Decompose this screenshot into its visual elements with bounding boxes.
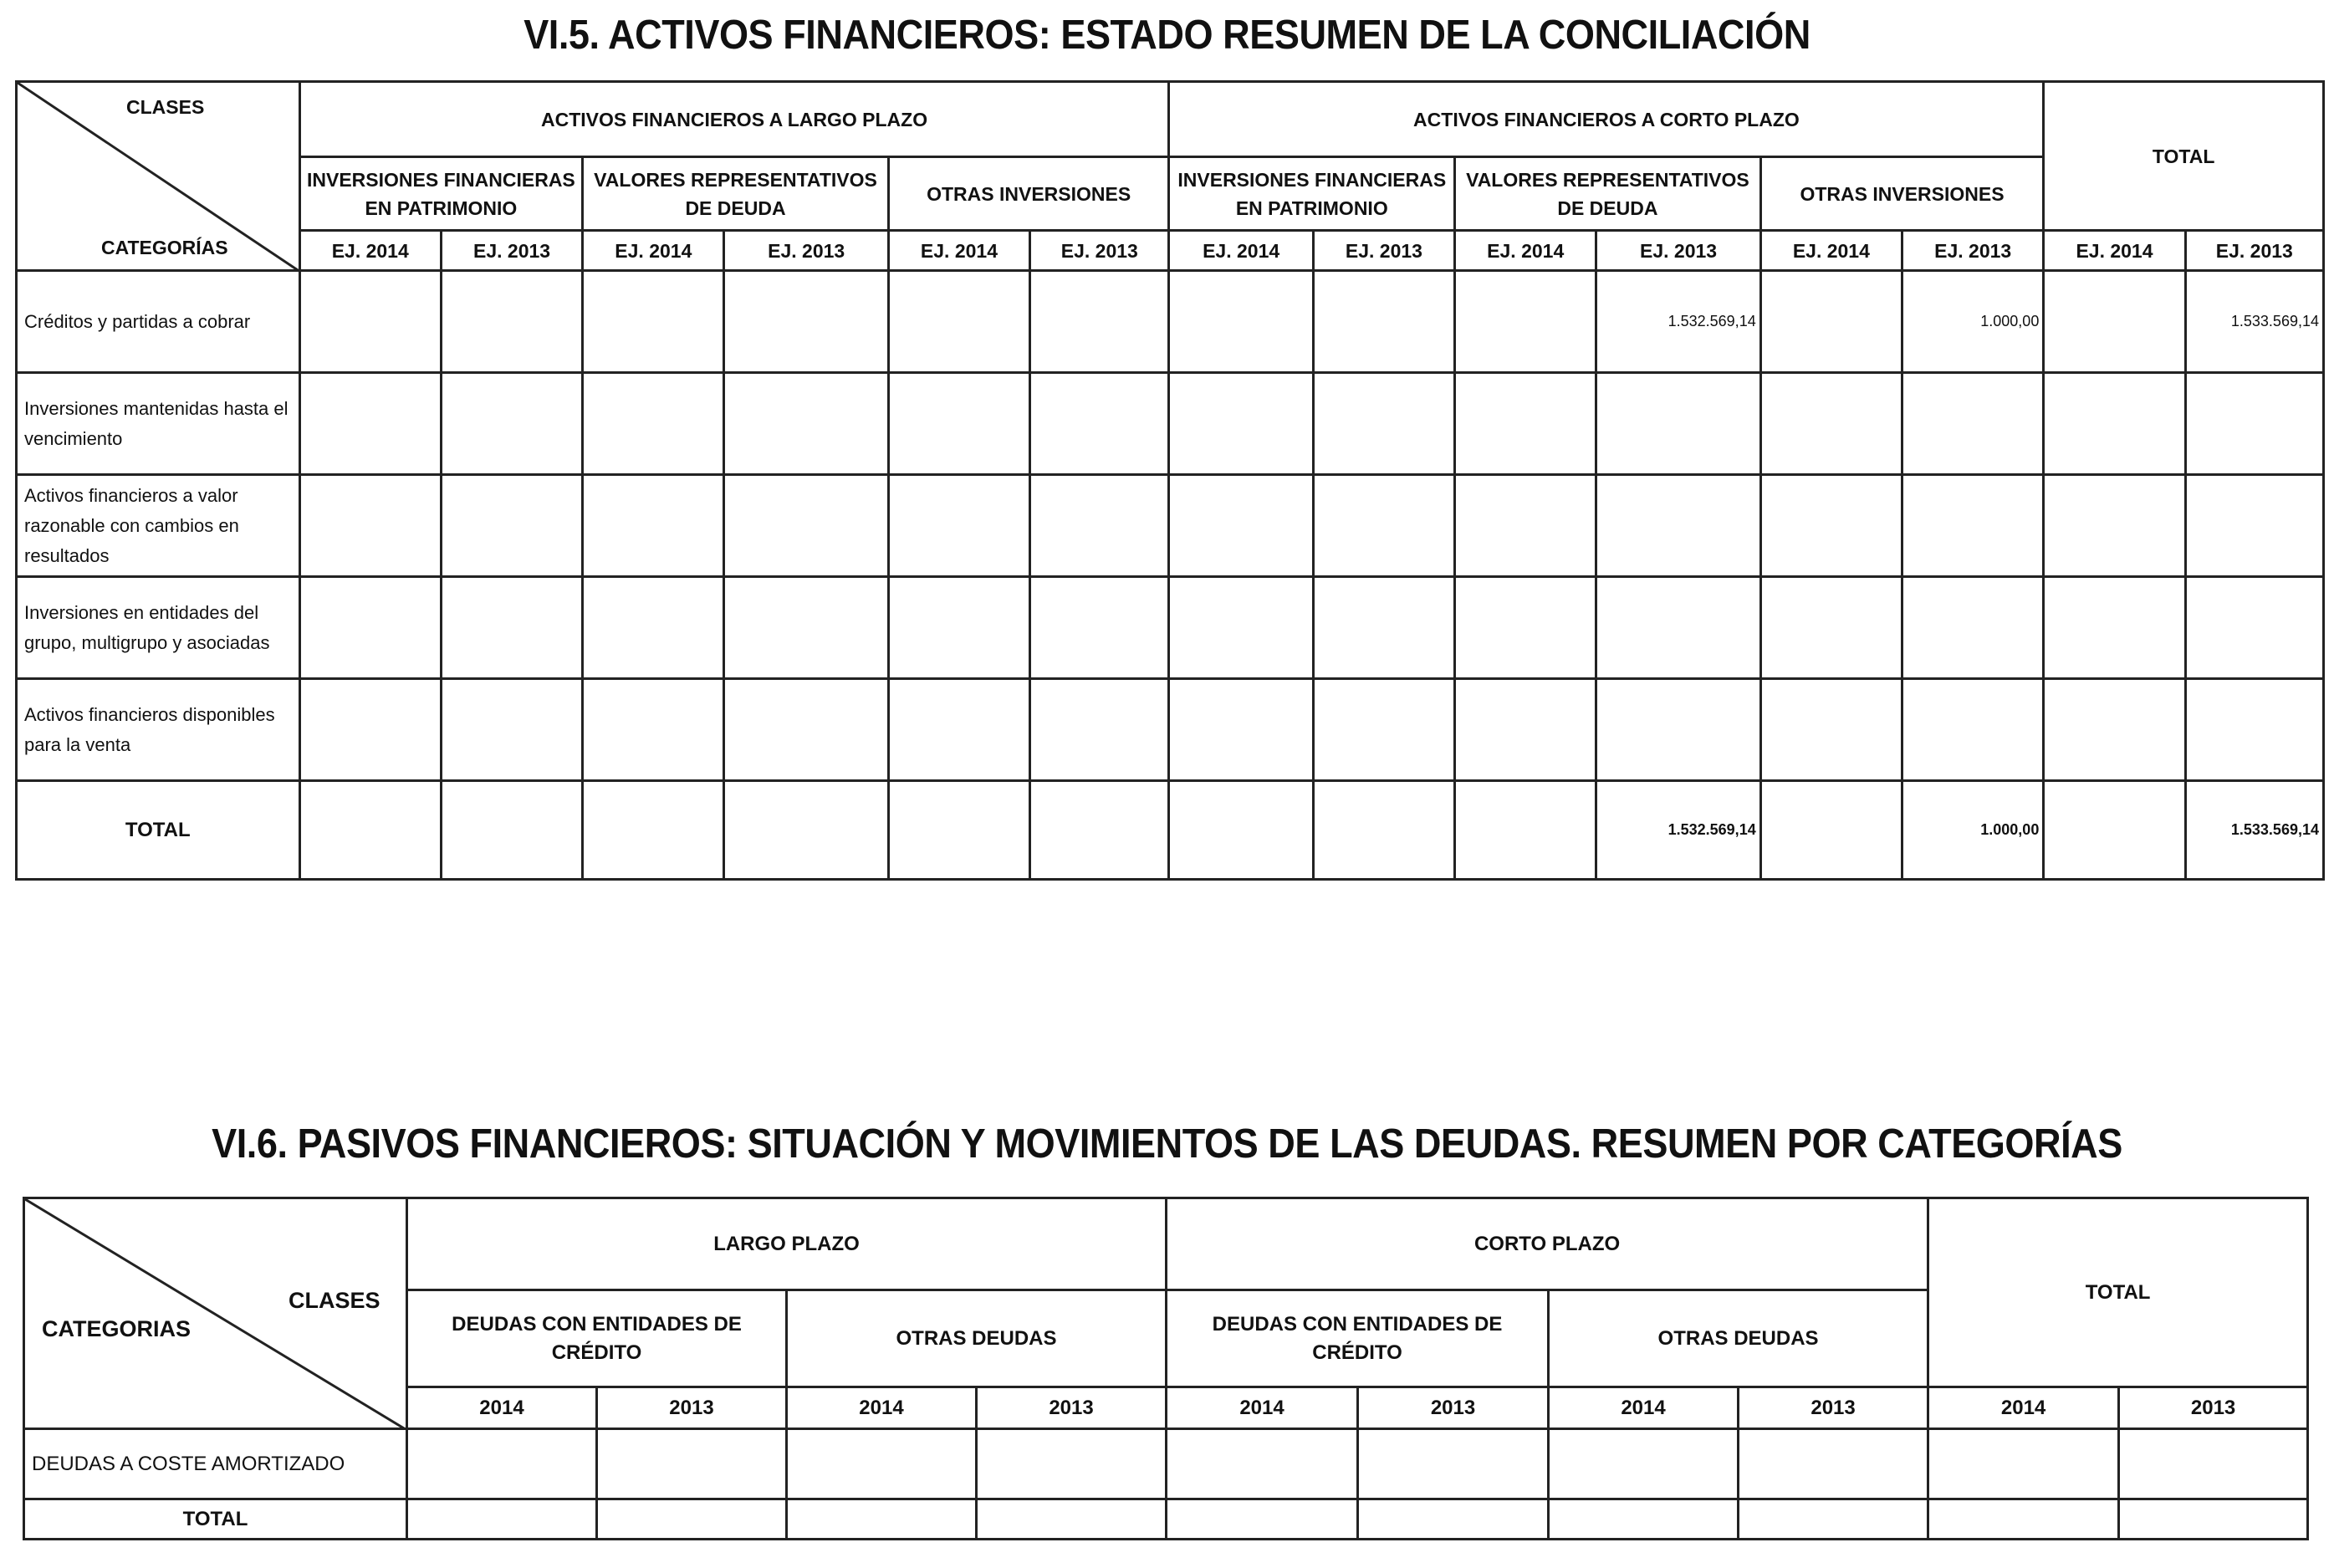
value-cell	[1902, 679, 2044, 781]
total-value-cell	[1928, 1499, 2119, 1540]
total-value-cell	[1739, 1499, 1928, 1540]
total-value-cell	[1760, 781, 1902, 880]
value-cell	[441, 475, 582, 577]
total-value-cell	[583, 781, 724, 880]
value-cell	[1760, 373, 1902, 475]
value-cell	[977, 1429, 1167, 1499]
total-value-cell: 1.000,00	[1902, 781, 2044, 880]
year-header: 2013	[1739, 1387, 1928, 1429]
subgroup-header: INVERSIONES FINANCIERAS EN PATRIMONIO	[299, 157, 583, 231]
value-cell	[1760, 577, 1902, 679]
total-value-cell	[1358, 1499, 1549, 1540]
total-row	[17, 781, 2324, 880]
value-cell	[1596, 373, 1760, 475]
value-cell	[441, 577, 582, 679]
value-cell	[1030, 475, 1169, 577]
year-header: EJ. 2014	[2044, 231, 2185, 271]
year-header: EJ. 2014	[1169, 231, 1313, 271]
group-header: LARGO PLAZO	[407, 1198, 1167, 1290]
value-cell	[2044, 577, 2185, 679]
year-header: EJ. 2014	[1760, 231, 1902, 271]
year-header: 2014	[787, 1387, 977, 1429]
corner-categories-label: CATEGORIAS	[42, 1316, 192, 1341]
year-header: EJ. 2013	[724, 231, 888, 271]
year-header: EJ. 2014	[888, 231, 1029, 271]
value-cell	[583, 577, 724, 679]
value-cell	[1030, 679, 1169, 781]
row-label: Créditos y partidas a cobrar	[17, 271, 300, 373]
total-row	[24, 1499, 2308, 1540]
value-cell	[2185, 475, 2323, 577]
value-cell	[407, 1429, 597, 1499]
total-value-cell	[2044, 781, 2185, 880]
year-header: EJ. 2014	[299, 231, 441, 271]
value-cell	[2044, 271, 2185, 373]
group-header: ACTIVOS FINANCIEROS A LARGO PLAZO	[299, 82, 1169, 157]
value-cell	[299, 373, 441, 475]
value-cell	[583, 679, 724, 781]
corner-classes-label: CLASES	[289, 1288, 380, 1313]
value-cell	[1169, 475, 1313, 577]
value-cell	[888, 679, 1029, 781]
group-header-total: TOTAL	[1928, 1198, 2308, 1387]
value-cell	[2044, 373, 2185, 475]
corner-classes-label: CLASES	[126, 96, 205, 118]
value-cell	[583, 373, 724, 475]
value-cell	[2044, 475, 2185, 577]
table-row	[17, 577, 2324, 679]
total-value-cell: 1.533.569,14	[2185, 781, 2323, 880]
value-cell	[1030, 577, 1169, 679]
subgroup-header: DEUDAS CON ENTIDADES DE CRÉDITO	[1167, 1290, 1549, 1387]
value-cell	[1313, 271, 1454, 373]
value-cell	[724, 679, 888, 781]
value-cell	[2044, 679, 2185, 781]
year-header: 2013	[1358, 1387, 1549, 1429]
year-header: EJ. 2013	[1596, 231, 1760, 271]
value-cell	[441, 271, 582, 373]
subgroup-header: INVERSIONES FINANCIERAS EN PATRIMONIO	[1169, 157, 1455, 231]
value-cell	[1455, 271, 1596, 373]
total-value-cell	[1455, 781, 1596, 880]
value-cell	[1358, 1429, 1549, 1499]
value-cell: 1.532.569,14	[1596, 271, 1760, 373]
value-cell	[2119, 1429, 2308, 1499]
total-value-cell	[2119, 1499, 2308, 1540]
value-cell	[888, 475, 1029, 577]
value-cell	[441, 373, 582, 475]
value-cell	[888, 373, 1029, 475]
subgroup-header: VALORES REPRESENTATIVOS DE DEUDA	[583, 157, 889, 231]
group-header-total: TOTAL	[2044, 82, 2324, 231]
year-header: EJ. 2014	[1455, 231, 1596, 271]
total-label: TOTAL	[24, 1499, 407, 1540]
value-cell	[299, 679, 441, 781]
corner-cell	[24, 1198, 407, 1429]
value-cell	[1902, 475, 2044, 577]
table-row	[17, 373, 2324, 475]
value-cell	[1030, 373, 1169, 475]
table-row	[17, 475, 2324, 577]
diagonal-line	[25, 1199, 407, 1429]
total-value-cell	[299, 781, 441, 880]
value-cell	[724, 271, 888, 373]
total-value-cell	[977, 1499, 1167, 1540]
subgroup-header: VALORES REPRESENTATIVOS DE DEUDA	[1455, 157, 1761, 231]
value-cell	[1760, 271, 1902, 373]
subgroup-header: OTRAS INVERSIONES	[888, 157, 1169, 231]
value-cell: 1.533.569,14	[2185, 271, 2323, 373]
corner-cell	[17, 82, 300, 271]
total-value-cell	[787, 1499, 977, 1540]
value-cell	[1760, 475, 1902, 577]
value-cell	[1455, 373, 1596, 475]
subgroup-header: DEUDAS CON ENTIDADES DE CRÉDITO	[407, 1290, 787, 1387]
table-row	[17, 679, 2324, 781]
year-header: 2014	[407, 1387, 597, 1429]
value-cell	[787, 1429, 977, 1499]
total-value-cell	[1313, 781, 1454, 880]
total-value-cell	[597, 1499, 787, 1540]
value-cell	[1902, 373, 2044, 475]
row-label: Inversiones en entidades del grupo, multigrupo y asociadas	[17, 577, 300, 679]
subgroup-header: OTRAS DEUDAS	[1549, 1290, 1928, 1387]
year-header: EJ. 2013	[1030, 231, 1169, 271]
subgroup-header: OTRAS DEUDAS	[787, 1290, 1167, 1387]
group-header: CORTO PLAZO	[1167, 1198, 1928, 1290]
year-header: EJ. 2013	[1902, 231, 2044, 271]
corner-categories-label: CATEGORÍAS	[101, 237, 228, 258]
value-cell	[1549, 1429, 1739, 1499]
year-header: 2013	[2119, 1387, 2308, 1429]
year-header: EJ. 2014	[583, 231, 724, 271]
group-header: ACTIVOS FINANCIEROS A CORTO PLAZO	[1169, 82, 2044, 157]
subgroup-header: OTRAS INVERSIONES	[1760, 157, 2044, 231]
value-cell	[441, 679, 582, 781]
value-cell	[724, 577, 888, 679]
value-cell	[1169, 679, 1313, 781]
value-cell	[1313, 475, 1454, 577]
value-cell	[299, 475, 441, 577]
value-cell	[1313, 373, 1454, 475]
value-cell	[597, 1429, 787, 1499]
total-value-cell	[1549, 1499, 1739, 1540]
financial-liabilities-table	[23, 1197, 2309, 1540]
total-value-cell	[1167, 1499, 1358, 1540]
year-header: 2013	[977, 1387, 1167, 1429]
year-header: 2014	[1928, 1387, 2119, 1429]
value-cell	[1902, 577, 2044, 679]
value-cell	[1596, 475, 1760, 577]
value-cell	[1455, 475, 1596, 577]
total-value-cell	[441, 781, 582, 880]
value-cell	[1596, 577, 1760, 679]
value-cell	[1739, 1429, 1928, 1499]
value-cell	[1313, 577, 1454, 679]
value-cell	[583, 475, 724, 577]
financial-assets-table	[15, 80, 2325, 881]
table1-title: VI.5. ACTIVOS FINANCIEROS: ESTADO RESUMEN DE LA CONCILIACIÓN	[523, 13, 1811, 58]
row-label: DEUDAS A COSTE AMORTIZADO	[24, 1429, 407, 1499]
total-value-cell	[407, 1499, 597, 1540]
value-cell	[2185, 577, 2323, 679]
row-label: Inversiones mantenidas hasta el vencimiento	[17, 373, 300, 475]
value-cell	[724, 373, 888, 475]
year-header: 2014	[1549, 1387, 1739, 1429]
value-cell	[2185, 373, 2323, 475]
value-cell	[2185, 679, 2323, 781]
value-cell	[1455, 679, 1596, 781]
value-cell	[888, 271, 1029, 373]
total-value-cell	[1169, 781, 1313, 880]
year-header: 2013	[597, 1387, 787, 1429]
table-row	[24, 1429, 2308, 1499]
year-header: 2014	[1167, 1387, 1358, 1429]
value-cell	[1167, 1429, 1358, 1499]
value-cell	[1455, 577, 1596, 679]
total-value-cell	[1030, 781, 1169, 880]
value-cell	[1760, 679, 1902, 781]
value-cell	[1030, 271, 1169, 373]
table2-title: VI.6. PASIVOS FINANCIEROS: SITUACIÓN Y MOVIMIENTOS DE LAS DEUDAS. RESUMEN POR CATEGORÍAS	[212, 1121, 2122, 1167]
year-header: EJ. 2013	[2185, 231, 2323, 271]
value-cell	[1313, 679, 1454, 781]
value-cell	[1928, 1429, 2119, 1499]
value-cell	[1169, 577, 1313, 679]
total-value-cell: 1.532.569,14	[1596, 781, 1760, 880]
value-cell	[583, 271, 724, 373]
year-header: EJ. 2013	[441, 231, 582, 271]
total-value-cell	[888, 781, 1029, 880]
year-header: EJ. 2013	[1313, 231, 1454, 271]
value-cell: 1.000,00	[1902, 271, 2044, 373]
value-cell	[1169, 373, 1313, 475]
value-cell	[888, 577, 1029, 679]
value-cell	[1596, 679, 1760, 781]
value-cell	[299, 577, 441, 679]
row-label: Activos financieros a valor razonable con cambios en resultados	[17, 475, 300, 577]
table-row	[17, 271, 2324, 373]
value-cell	[1169, 271, 1313, 373]
value-cell	[299, 271, 441, 373]
total-label: TOTAL	[17, 781, 300, 880]
total-value-cell	[724, 781, 888, 880]
row-label: Activos financieros disponibles para la venta	[17, 679, 300, 781]
value-cell	[724, 475, 888, 577]
